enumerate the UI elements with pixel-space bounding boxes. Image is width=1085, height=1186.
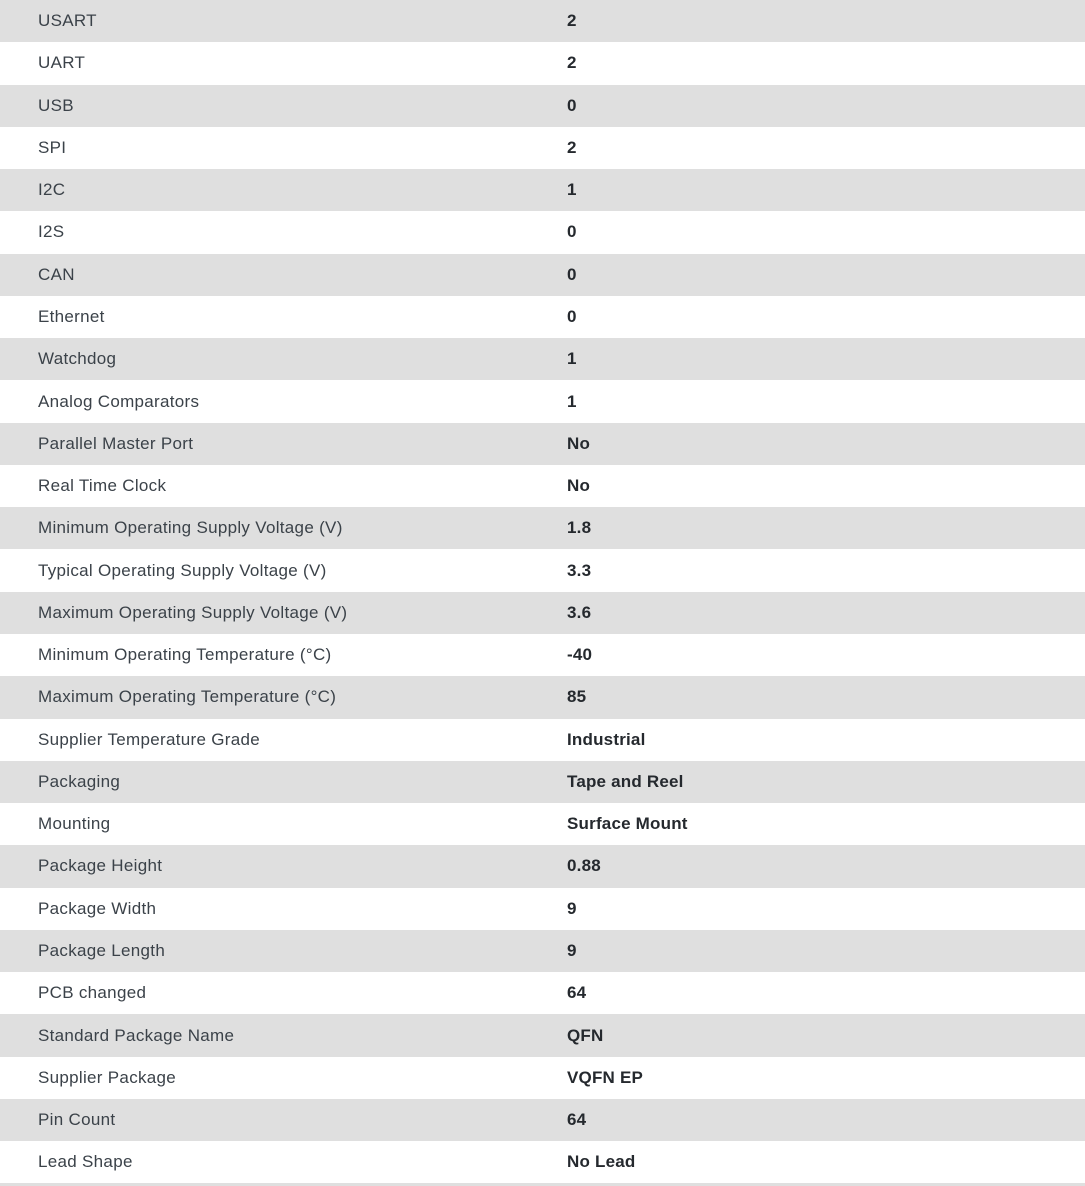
spec-value: 0 — [567, 95, 577, 115]
spec-label: Package Width — [38, 898, 157, 918]
table-row — [0, 127, 1085, 169]
spec-value: 64 — [567, 1110, 587, 1130]
spec-value: 0 — [567, 306, 577, 326]
spec-label: USB — [38, 95, 74, 115]
table-row — [0, 380, 1085, 422]
table-row — [0, 465, 1085, 507]
spec-value: No — [567, 433, 591, 453]
spec-value: 1 — [567, 391, 577, 411]
spec-value: 0.88 — [567, 856, 601, 876]
table-row — [0, 211, 1085, 253]
spec-value: Tape and Reel — [567, 771, 684, 791]
table-row — [0, 254, 1085, 296]
table-row — [0, 634, 1085, 676]
spec-label: Real Time Clock — [38, 476, 167, 496]
spec-value: QFN — [567, 1025, 604, 1045]
table-row — [0, 423, 1085, 465]
table-row — [0, 888, 1085, 930]
spec-value: Industrial — [567, 729, 646, 749]
spec-label: Pin Count — [38, 1110, 116, 1130]
table-row — [0, 42, 1085, 84]
spec-label: Ethernet — [38, 306, 105, 326]
spec-value: 0 — [567, 222, 577, 242]
spec-value: 9 — [567, 940, 577, 960]
table-row — [0, 1014, 1085, 1056]
table-row — [0, 761, 1085, 803]
table-row — [0, 972, 1085, 1014]
table-row — [0, 719, 1085, 761]
spec-value: -40 — [567, 645, 593, 665]
table-row — [0, 845, 1085, 887]
spec-label: CAN — [38, 264, 75, 284]
spec-value: 2 — [567, 11, 577, 31]
spec-label: Standard Package Name — [38, 1025, 235, 1045]
spec-label: Package Length — [38, 940, 166, 960]
spec-value: 64 — [567, 983, 587, 1003]
spec-label: Lead Shape — [38, 1152, 133, 1172]
spec-label: Minimum Operating Temperature (°C) — [38, 645, 332, 665]
spec-label: Minimum Operating Supply Voltage (V) — [38, 518, 343, 538]
table-row — [0, 549, 1085, 591]
spec-value: 1.8 — [567, 518, 592, 538]
spec-label: Supplier Temperature Grade — [38, 729, 260, 749]
spec-label: Supplier Package — [38, 1067, 177, 1087]
spec-label: USART — [38, 11, 97, 31]
spec-label: UART — [38, 53, 86, 73]
spec-label: I2S — [38, 222, 65, 242]
table-row — [0, 676, 1085, 718]
spec-value: Surface Mount — [567, 814, 688, 834]
spec-value: 1 — [567, 180, 577, 200]
spec-value: 85 — [567, 687, 587, 707]
spec-label: Package Height — [38, 856, 163, 876]
table-row — [0, 1057, 1085, 1099]
spec-value: 2 — [567, 137, 577, 157]
spec-label: Parallel Master Port — [38, 433, 194, 453]
spec-value: 3.3 — [567, 560, 592, 580]
spec-value: 9 — [567, 898, 577, 918]
spec-value: No — [567, 476, 591, 496]
table-row — [0, 0, 1085, 42]
table-row — [0, 338, 1085, 380]
table-row — [0, 85, 1085, 127]
spec-label: Mounting — [38, 814, 111, 834]
spec-label: Typical Operating Supply Voltage (V) — [38, 560, 327, 580]
spec-label: Packaging — [38, 771, 121, 791]
spec-value: 3.6 — [567, 602, 592, 622]
spec-value: 0 — [567, 264, 577, 284]
table-row — [0, 1099, 1085, 1141]
table-row — [0, 1141, 1085, 1183]
spec-value: VQFN EP — [567, 1067, 644, 1087]
spec-value: No Lead — [567, 1152, 636, 1172]
spec-label: Analog Comparators — [38, 391, 200, 411]
spec-value: 2 — [567, 53, 577, 73]
table-row — [0, 930, 1085, 972]
table-row — [0, 803, 1085, 845]
spec-label: I2C — [38, 180, 66, 200]
table-row — [0, 296, 1085, 338]
spec-label: Maximum Operating Temperature (°C) — [38, 687, 337, 707]
spec-label: Maximum Operating Supply Voltage (V) — [38, 602, 348, 622]
table-row — [0, 592, 1085, 634]
table-row — [0, 169, 1085, 211]
spec-label: SPI — [38, 137, 67, 157]
spec-value: 1 — [567, 349, 577, 369]
table-row — [0, 507, 1085, 549]
spec-label: PCB changed — [38, 983, 147, 1003]
spec-label: Watchdog — [38, 349, 117, 369]
